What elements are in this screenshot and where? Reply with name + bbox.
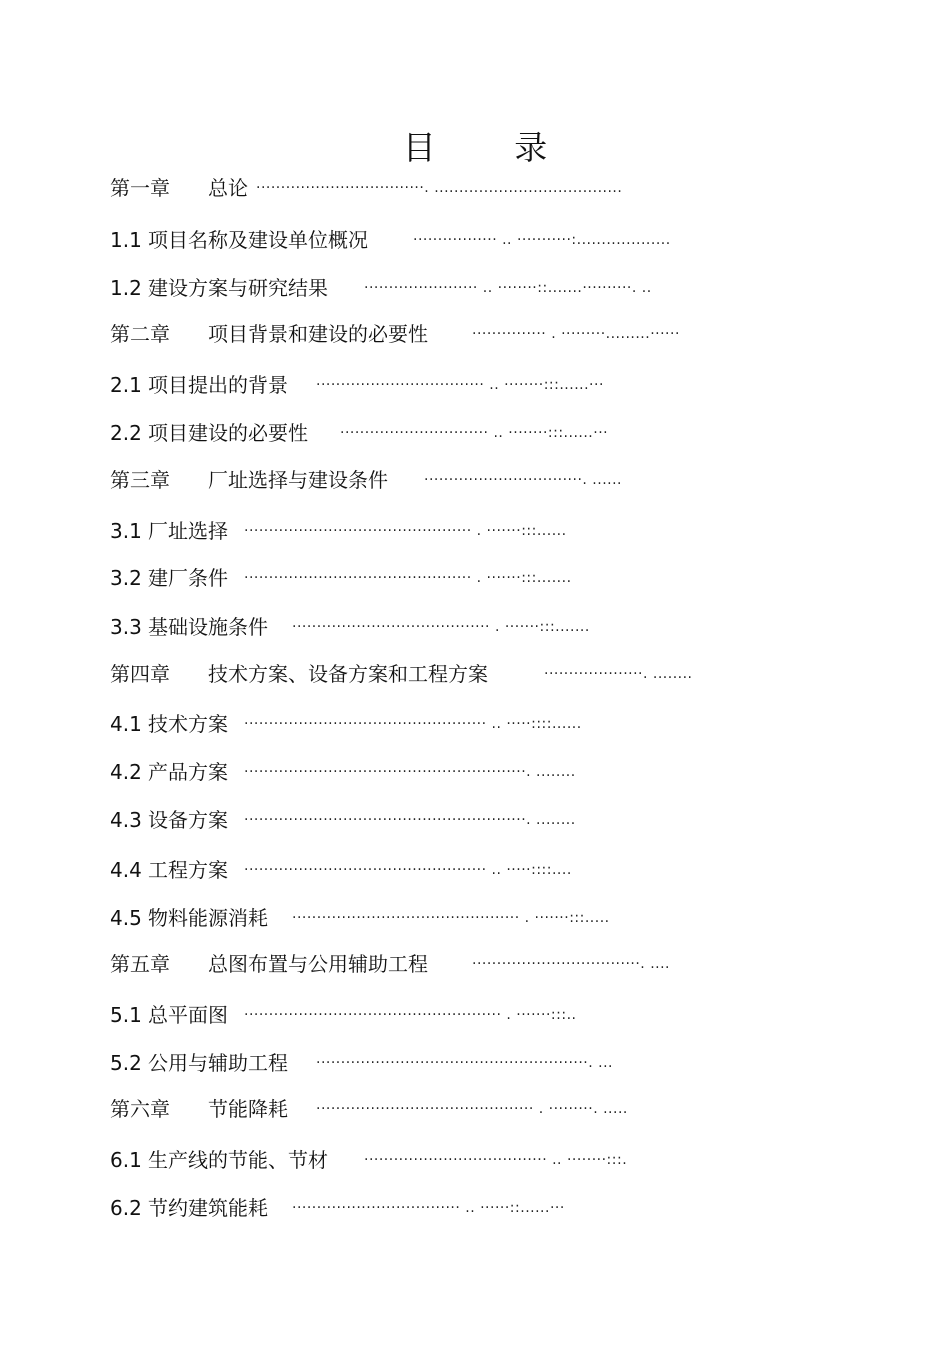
dot-leader: ········································ . ·······:::.......: [292, 619, 590, 635]
entry-number: 6.1: [110, 1148, 142, 1172]
entry-title: 产品方案: [148, 760, 228, 784]
dot-leader: ················································· .. ·····::::....: [244, 862, 572, 878]
dot-leader: ·································· .. ······::......···: [292, 1200, 565, 1216]
entry-title: 物料能源消耗: [148, 906, 268, 930]
entry-number: 2.2: [110, 421, 142, 445]
dot-leader: ···················································· . ·······:::..: [244, 1007, 577, 1023]
toc-section: [110, 516, 228, 546]
entry-title: 公用与辅助工程: [148, 1051, 288, 1075]
entry-title: 技术方案、设备方案和工程方案: [208, 662, 488, 686]
entry-title: 项目背景和建设的必要性: [208, 322, 428, 346]
toc-chapter: [110, 319, 428, 349]
toc-section: [110, 1000, 228, 1030]
entry-title: 项目提出的背景: [148, 373, 288, 397]
entry-number: 4.1: [110, 712, 142, 736]
toc-section: [110, 370, 288, 400]
entry-title: 项目建设的必要性: [148, 421, 308, 445]
dot-leader: ·······················································. ...: [316, 1055, 614, 1071]
entry-number: 6.2: [110, 1196, 142, 1220]
toc-section: [110, 418, 308, 448]
entry-number: 4.3: [110, 808, 142, 832]
entry-number: 5.1: [110, 1003, 142, 1027]
entry-number: 3.3: [110, 615, 142, 639]
toc-section: [110, 1048, 288, 1078]
entry-number: 3.2: [110, 566, 142, 590]
dot-leader: ····································· .. ········:::.: [364, 1152, 628, 1168]
toc-section: [110, 709, 228, 739]
toc-chapter: [110, 659, 488, 689]
dot-leader: ·············································· . ·······:::.......: [244, 570, 572, 586]
entry-number: 第一章: [110, 176, 170, 200]
entry-title: 厂址选择: [148, 519, 228, 543]
entry-number: 第六章: [110, 1097, 170, 1121]
toc-section: [110, 612, 268, 642]
entry-title: 总论: [208, 176, 248, 200]
toc-section: [110, 855, 228, 885]
entry-number: 4.2: [110, 760, 142, 784]
entry-number: 第五章: [110, 952, 170, 976]
entry-number: 第三章: [110, 468, 170, 492]
toc-section: [110, 1193, 268, 1223]
entry-title: 项目名称及建设单位概况: [148, 228, 368, 252]
toc-section: [110, 757, 228, 787]
dot-leader: ··································. ....: [472, 956, 671, 972]
toc-section: [110, 1145, 328, 1175]
dot-leader: ······················· .. ········::.......··········. ..: [364, 280, 652, 296]
entry-title: 建设方案与研究结果: [148, 276, 328, 300]
dot-leader: ·································· .. ········:::......···: [316, 377, 604, 393]
entry-title: 技术方案: [148, 712, 228, 736]
toc-section: [110, 273, 328, 303]
dot-leader: ·························································. ........: [244, 764, 576, 780]
toc-section: [110, 805, 228, 835]
entry-title: 节能降耗: [208, 1097, 288, 1121]
entry-title: 建厂条件: [148, 566, 228, 590]
entry-title: 工程方案: [148, 858, 228, 882]
dot-leader: ································. ......: [424, 472, 623, 488]
entry-title: 厂址选择与建设条件: [208, 468, 388, 492]
entry-title: 总平面图: [148, 1003, 228, 1027]
entry-number: 第四章: [110, 662, 170, 686]
toc-chapter: [110, 949, 428, 979]
entry-number: 2.1: [110, 373, 142, 397]
entry-title: 总图布置与公用辅助工程: [208, 952, 428, 976]
toc-section: [110, 903, 268, 933]
entry-number: 1.1: [110, 228, 142, 252]
entry-number: 5.2: [110, 1051, 142, 1075]
dot-leader: ··································. ......................................: [256, 180, 623, 196]
entry-title: 基础设施条件: [148, 615, 268, 639]
entry-title: 设备方案: [148, 808, 228, 832]
toc-chapter: [110, 173, 248, 203]
dot-leader: ·························································. ........: [244, 812, 576, 828]
dot-leader: ················· .. ···········:...................: [413, 232, 671, 248]
dot-leader: ················································· .. ·····::::......: [244, 716, 582, 732]
entry-number: 1.2: [110, 276, 142, 300]
dot-leader: ·············································· . ·······:::......: [244, 523, 567, 539]
toc-section: [110, 225, 368, 255]
toc-chapter: [110, 465, 388, 495]
entry-number: 4.4: [110, 858, 142, 882]
entry-number: 3.1: [110, 519, 142, 543]
dot-leader: ··············· . ·········.........······: [472, 326, 680, 342]
toc-chapter: [110, 1094, 288, 1124]
entry-number: 第二章: [110, 322, 170, 346]
toc-section: [110, 563, 228, 593]
dot-leader: ····················. ........: [544, 666, 693, 682]
dot-leader: ·············································· . ·······:::.....: [292, 910, 610, 926]
dot-leader: ······························ .. ········:::......···: [340, 425, 609, 441]
entry-title: 生产线的节能、节材: [148, 1148, 328, 1172]
entry-number: 4.5: [110, 906, 142, 930]
dot-leader: ············································ . ·········. .....: [316, 1101, 628, 1117]
entry-title: 节约建筑能耗: [148, 1196, 268, 1220]
page-title: 目 录: [402, 128, 582, 167]
